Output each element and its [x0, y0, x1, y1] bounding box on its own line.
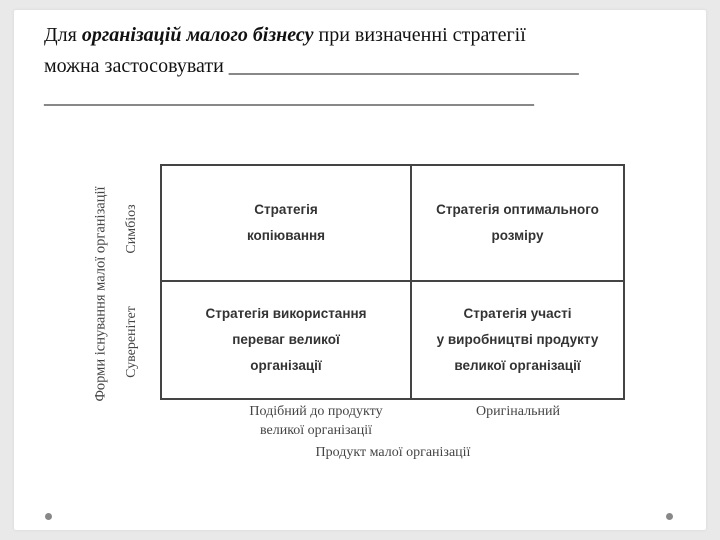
- intro-line-1: [44, 20, 684, 51]
- cell-22-line-1: Стратегія участі: [463, 306, 572, 321]
- bullet-dot-right: [666, 513, 673, 520]
- y-label-sovereignty: Суверенітет: [124, 306, 139, 378]
- x-label-original: Оригінальний: [476, 404, 560, 419]
- cell-21-line-3: організації: [250, 358, 322, 373]
- x-label-similar-line-2: великої організації: [259, 423, 373, 438]
- x-label-similar-line-1: Подібний до продукту: [249, 404, 383, 419]
- bullet-dot-left: [45, 513, 52, 520]
- intro-emphasis: організацій малого бізнесу: [81, 24, 314, 46]
- cell-copying-strategy: [162, 166, 410, 280]
- cell-21-line-1: Стратегія використання: [205, 306, 367, 321]
- x-axis-title: Продукт малої організації: [315, 445, 471, 460]
- strategy-matrix: [160, 164, 625, 400]
- y-label-symbiosis: Симбіоз: [124, 204, 139, 254]
- cell-12-line-2: розміру: [491, 228, 544, 243]
- y-axis-title: Форми існування малої організації: [92, 186, 109, 402]
- cell-21-line-2: переваг великої: [232, 332, 340, 347]
- intro-line-2: можна застосовувати ___________________________________: [44, 55, 579, 77]
- cell-11-line-1: Стратегія: [254, 202, 318, 217]
- x-label-similar-product: [216, 402, 416, 440]
- intro-part-2: при визначенні стратегії: [313, 24, 526, 46]
- intro-line-3: _________________________________________________: [44, 86, 534, 108]
- cell-leverage-strategy: [162, 282, 410, 398]
- cell-optimal-size-strategy: [412, 166, 623, 280]
- cell-12-line-1: Стратегія оптимального: [436, 202, 599, 217]
- cell-11-line-2: копіювання: [246, 228, 326, 243]
- cell-participation-strategy: [412, 282, 623, 398]
- strategy-matrix-figure: [88, 152, 637, 462]
- intro-part-1: Для: [44, 24, 82, 46]
- intro-text: [44, 20, 684, 113]
- cell-22-line-3: великої організації: [454, 358, 581, 373]
- cell-22-line-2: у виробництві продукту: [436, 332, 599, 347]
